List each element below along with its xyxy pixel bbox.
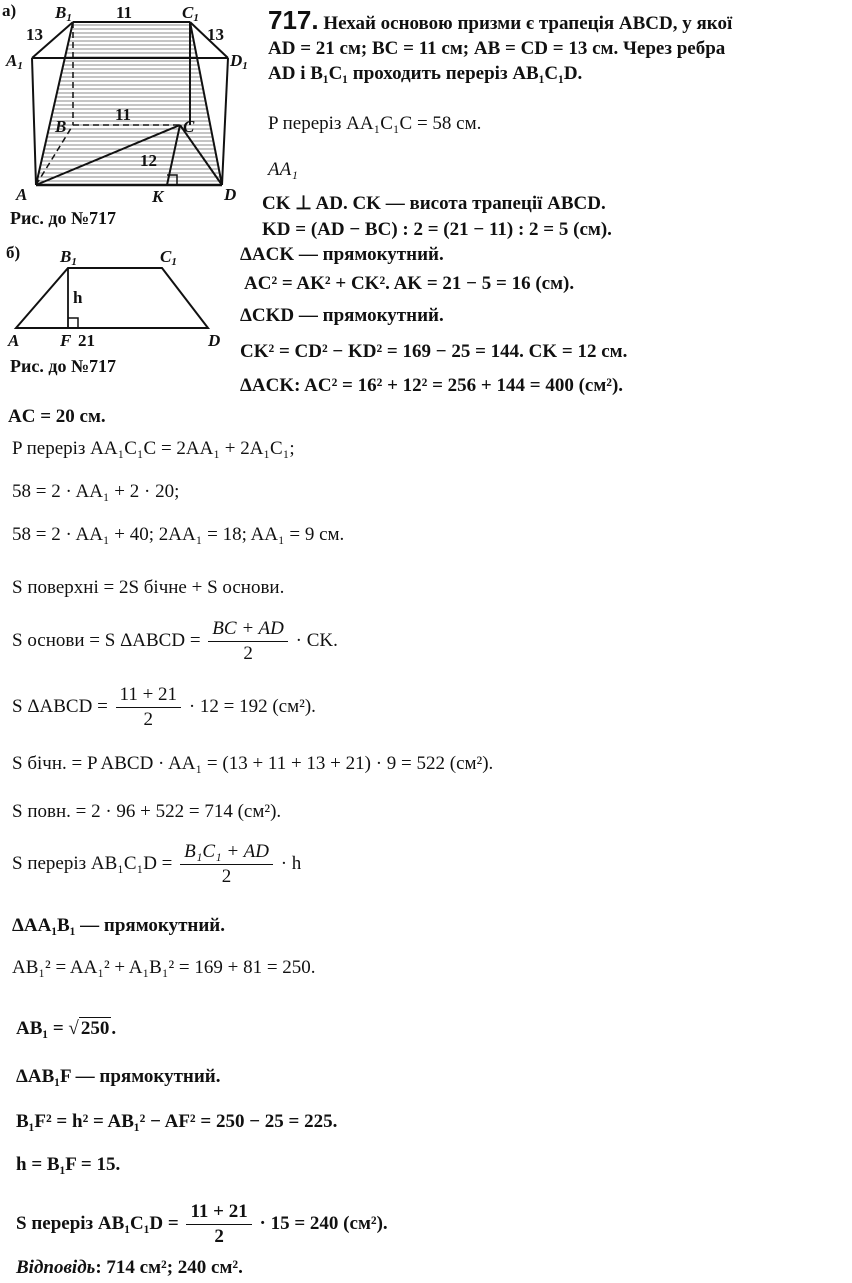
fig-a-D: D xyxy=(224,185,237,204)
fig-b-B1: B1 xyxy=(60,247,77,268)
problem-text-3: AD і B₁C₁ проходить переріз AB₁C₁D. xyxy=(268,63,583,84)
line-p11: P переріз AA₁C₁C = 2AA₁ + 2A₁C₁; xyxy=(12,438,295,459)
p19-rhs: · h xyxy=(280,852,302,874)
line-p1: P переріз AA₁C₁C = 58 см. xyxy=(268,113,482,134)
p16-fraction xyxy=(116,683,182,732)
line-p14: S поверхні = 2S бічне + S основи. xyxy=(12,577,285,598)
fig-a-C1: C1 xyxy=(182,3,199,24)
p19-lhs: S переріз AB₁C₁D = xyxy=(12,852,173,874)
p16-rhs: · 12 = 192 (см²). xyxy=(188,695,316,717)
fig-b-tag: б) xyxy=(6,243,21,262)
fig-b-C1: C1 xyxy=(160,247,177,268)
fig-a-K: K xyxy=(152,187,164,206)
fig-a-D1: D1 xyxy=(230,51,248,72)
fig-a-C: C xyxy=(183,117,195,136)
answer-line xyxy=(16,1256,243,1280)
fig-b-D: D xyxy=(208,331,221,348)
fig-a-B: B xyxy=(55,117,67,136)
fig-a-num-right: 13 xyxy=(207,25,224,44)
line-p25: h = B₁F = 15. xyxy=(16,1154,121,1175)
p22-end: . xyxy=(111,1018,117,1039)
fig-b-21: 21 xyxy=(78,331,95,348)
p15-den: 2 xyxy=(243,643,253,664)
p26-rhs: · 15 = 240 (см²). xyxy=(259,1212,388,1234)
fig-a-B1: B1 xyxy=(55,3,72,24)
line-p26 xyxy=(16,1200,388,1249)
line-p12: 58 = 2 · AA₁ + 2 · 20; xyxy=(12,481,180,502)
line-p10: AC = 20 см. xyxy=(8,406,106,427)
p15-lhs: S основи = S ΔABCD = xyxy=(12,629,201,651)
fig-a-num-mid: 11 xyxy=(115,105,132,124)
answer-label: Відповідь xyxy=(16,1257,96,1278)
line-p16 xyxy=(12,683,316,732)
p16-num: 11 + 21 xyxy=(116,683,182,708)
line-p9: ΔACK: AC² = 16² + 12² = 256 + 144 = 400 (см²). xyxy=(240,375,624,396)
p19-den: 2 xyxy=(221,866,232,887)
p22-lhs: AB₁ = √ xyxy=(16,1018,79,1039)
line-p24: B₁F² = h² = AB₁² − AF² = 250 − 25 = 225. xyxy=(16,1111,338,1132)
answer-text: : 714 см²; 240 см². xyxy=(95,1257,243,1278)
p16-lhs: S ΔABCD = xyxy=(12,695,108,717)
p26-num: 11 + 21 xyxy=(186,1200,251,1225)
line-p13: 58 = 2 · AA₁ + 40; 2AA₁ = 18; AA₁ = 9 см. xyxy=(12,524,345,545)
p15-fraction xyxy=(208,617,288,666)
line-p21: AB₁² = AA₁² + A₁B₁² = 169 + 81 = 250. xyxy=(12,957,316,978)
fig-b-F: F xyxy=(60,331,72,348)
line-p6: AC² = AK² + CK². AK = 21 − 5 = 16 (см). xyxy=(244,273,575,294)
line-p3: CK ⊥ AD. CK — висота трапеції ABCD. xyxy=(262,193,606,214)
line-p5: ΔACK — прямокутний. xyxy=(240,244,444,265)
fig-a-num-diag: 12 xyxy=(140,151,157,170)
p26-den: 2 xyxy=(214,1226,224,1247)
problem-number: 717. xyxy=(268,5,319,35)
line-p4: KD = (AD − BC) : 2 = (21 − 11) : 2 = 5 (см). xyxy=(262,219,612,240)
p26-lhs: S переріз AB₁C₁D = xyxy=(16,1212,179,1234)
line-p18: S повн. = 2 · 96 + 522 = 714 (см²). xyxy=(12,801,282,822)
line-p2: AA₁ xyxy=(268,159,298,180)
figure-b-trapezoid xyxy=(0,238,240,348)
p16-den: 2 xyxy=(143,709,154,730)
p19-fraction xyxy=(180,840,273,889)
fig-a-num-left: 13 xyxy=(26,25,43,44)
line-p22 xyxy=(16,1017,116,1041)
p15-num: BC + AD xyxy=(208,617,288,642)
fig-a-A: A xyxy=(16,185,28,204)
fig-a-tag: а) xyxy=(2,1,17,20)
fig-a-num-top: 11 xyxy=(116,3,133,22)
line-p8: CK² = CD² − KD² = 169 − 25 = 144. CK = 12 см. xyxy=(240,341,628,362)
fig-b-A: A xyxy=(8,331,20,348)
p19-num: B₁C₁ + AD xyxy=(180,840,273,865)
line-p17: S бічн. = P ABCD · AA₁ = (13 + 11 + 13 + 21) · 9 = 522 (см²). xyxy=(12,753,494,774)
problem-text-2: AD = 21 см; BC = 11 см; AB = CD = 13 см. Через ребра xyxy=(268,38,726,59)
figure-a-prism xyxy=(0,0,260,215)
p22-radicand: 250 xyxy=(80,1018,110,1039)
line-p20: ΔAA₁B₁ — прямокутний. xyxy=(12,915,226,936)
figure-a-caption: Рис. до №717 xyxy=(10,208,117,228)
line-p23: ΔAB₁F — прямокутний. xyxy=(16,1066,221,1087)
problem-header xyxy=(268,5,733,86)
fig-a-A1: A1 xyxy=(6,51,23,72)
problem-text-1: Нехай основою призми є трапеція ABCD, у якої xyxy=(323,13,733,34)
p26-fraction xyxy=(186,1200,251,1249)
line-p15 xyxy=(12,617,338,666)
figure-b-caption: Рис. до №717 xyxy=(10,356,117,376)
line-p7: ΔCKD — прямокутний. xyxy=(240,305,444,326)
fig-b-h: h xyxy=(73,288,83,307)
line-p19 xyxy=(12,840,301,889)
p15-rhs: · CK. xyxy=(295,629,338,651)
